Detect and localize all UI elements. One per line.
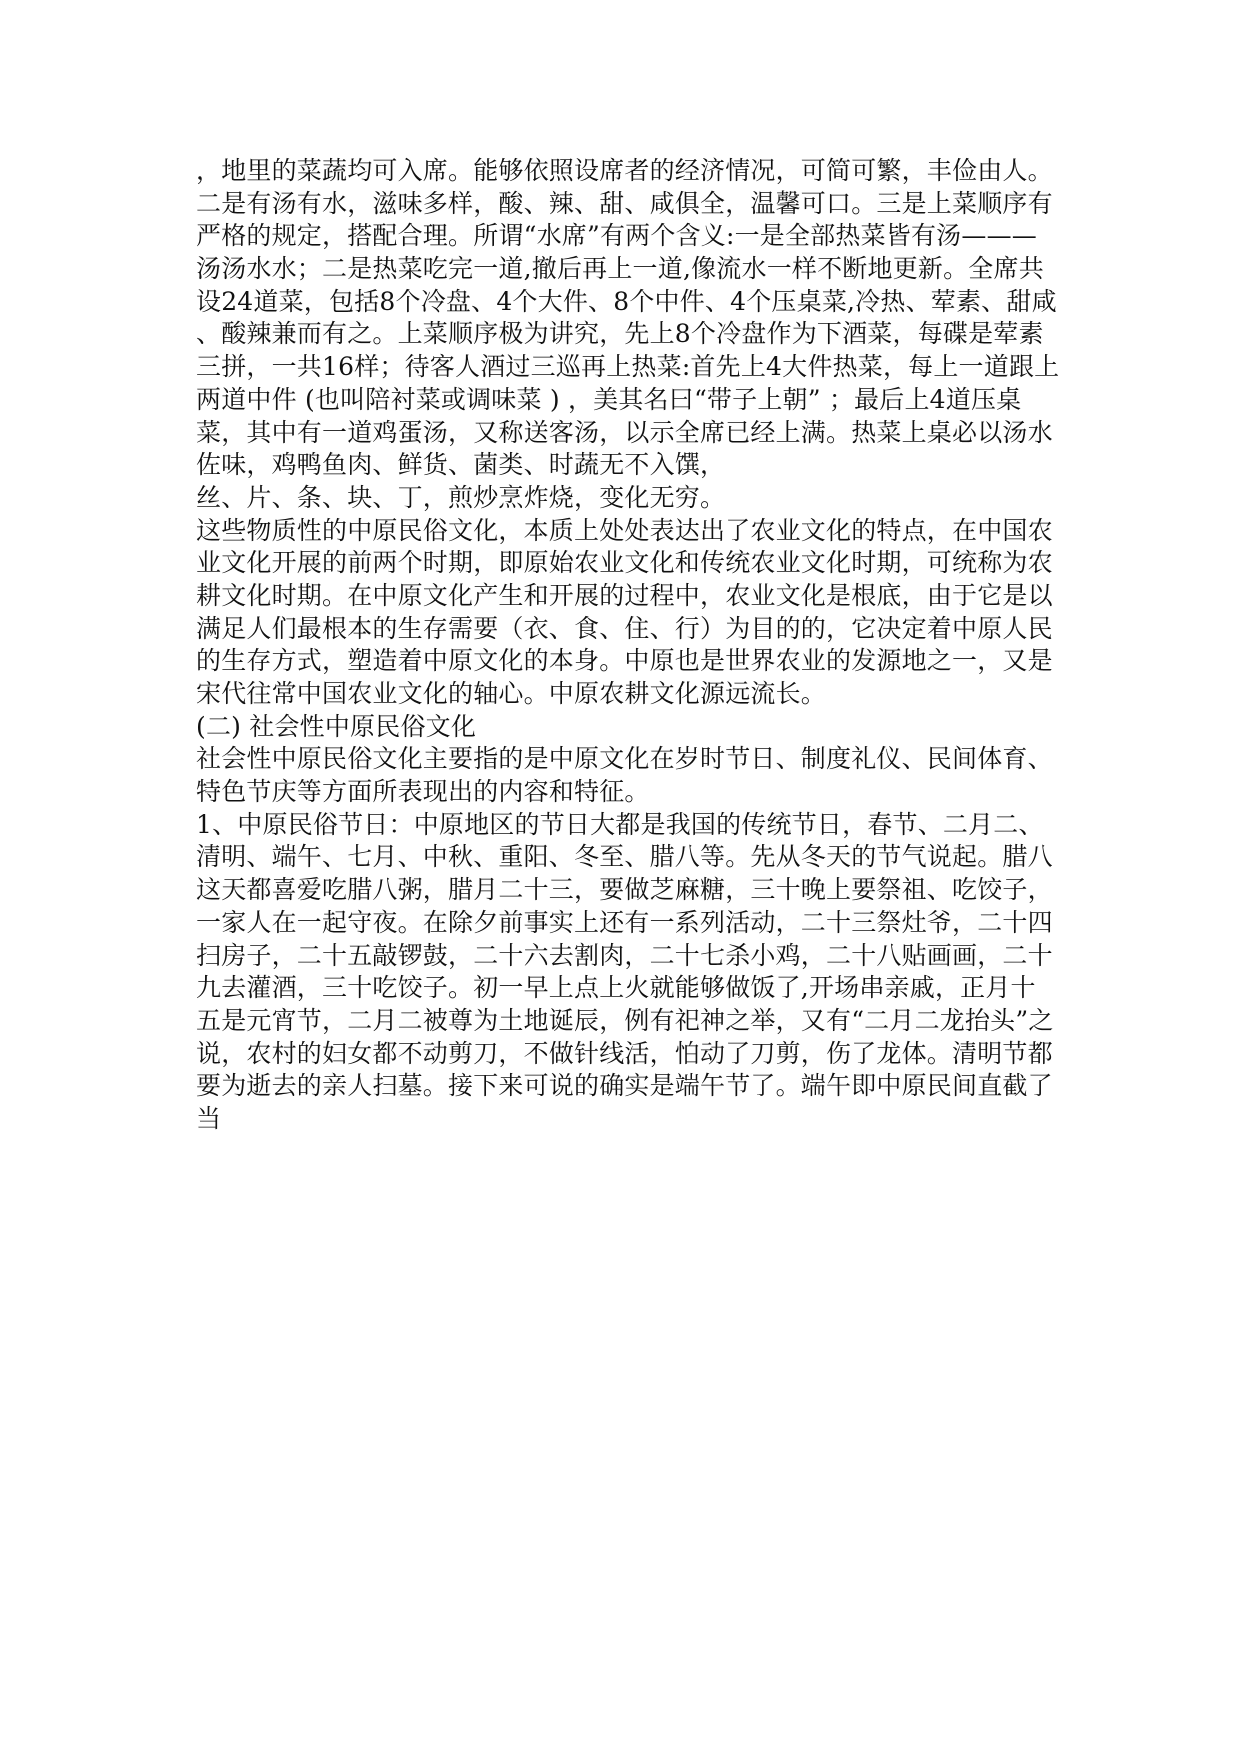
text-line: 这些物质性的中原民俗文化，本质上处处表达出了农业文化的特点，在中国农 — [196, 515, 1053, 545]
document-body — [196, 155, 1060, 1136]
text-line: 设24道菜，包括8个冷盘、4个大件、8个中件、4个压桌菜,冷热、荤素、甜咸 — [196, 286, 1057, 316]
text-line: 业文化开展的前两个时期，即原始农业文化和传统农业文化时期，可统称为农 — [196, 548, 1053, 578]
text-line: 九去灌酒，三十吃饺子。初一早上点上火就能够做饭了,开场串亲戚，正月十 — [196, 973, 1036, 1003]
section-heading: (二) 社会性中原民俗文化 — [196, 711, 477, 741]
text-line: 二是有汤有水，滋味多样，酸、辣、甜、咸俱全，温馨可口。三是上菜顺序有 — [196, 188, 1053, 218]
text-line: 三拼，一共16样；待客人酒过三巡再上热菜:首先上4大件热菜，每上一道跟上 — [196, 352, 1060, 382]
text-line: 两道中件 (也叫陪衬菜或调味菜 ) ，美其名曰“带子上朝” ；最后上4道压桌 — [196, 384, 1022, 414]
text-line: 满足人们最根本的生存需要（衣、食、住、行）为目的的，它决定着中原人民 — [196, 613, 1053, 643]
text-line: 特色节庆等方面所表现出的内容和特征。 — [196, 777, 650, 807]
text-line: ，地里的菜蔬均可入席。能够依照设席者的经济情况，可简可繁，丰俭由人。 — [196, 156, 1053, 185]
text-line: 扫房子，二十五敲锣鼓，二十六去割肉，二十七杀小鸡，二十八贴画画，二十 — [196, 940, 1053, 970]
text-line: 汤汤水水；二是热菜吃完一道,撤后再上一道,像流水一样不断地更新。全席共 — [196, 254, 1044, 284]
text-line: 这天都喜爱吃腊八粥，腊月二十三，要做芝麻糖，三十晚上要祭祖、吃饺子， — [196, 875, 1053, 905]
text-line: 宋代往常中国农业文化的轴心。中原农耕文化源远流长。 — [196, 679, 827, 708]
text-line: 一家人在一起守夜。在除夕前事实上还有一系列活动，二十三祭灶爷，二十四 — [196, 907, 1053, 937]
text-line: 耕文化时期。在中原文化产生和开展的过程中，农业文化是根底，由于它是以 — [196, 580, 1053, 610]
text-line: 严格的规定，搭配合理。所谓“水席”有两个含义:一是全部热菜皆有汤——— — [196, 221, 1037, 251]
text-line: 1、中原民俗节日：中原地区的节日大都是我国的传统节日，春节、二月二、 — [196, 809, 1044, 839]
text-line: 说，农村的妇女都不动剪刀，不做针线活，怕动了刀剪，伤了龙体。清明节都 — [196, 1038, 1053, 1068]
text-line: 社会性中原民俗文化主要指的是中原文化在岁时节日、制度礼仪、民间体育、 — [196, 744, 1053, 774]
text-line: 清明、端午、七月、中秋、重阳、冬至、腊八等。先从冬天的节气说起。腊八 — [196, 842, 1053, 872]
text-line: 五是元宵节，二月二被尊为土地诞辰，例有祀神之举，又有“二月二龙抬头”之 — [196, 1005, 1054, 1035]
text-line: 要为逝去的亲人扫墓。接下来可说的确实是端午节了。端午即中原民间直截了 — [196, 1071, 1053, 1101]
text-line: 、酸辣兼而有之。上菜顺序极为讲究，先上8个冷盘作为下酒菜，每碟是荤素 — [196, 319, 1044, 349]
text-line: 的生存方式，塑造着中原文化的本身。中原也是世界农业的发源地之一，又是 — [196, 646, 1053, 676]
text-line: 佐味，鸡鸭鱼肉、鲜货、菌类、时蔬无不入馔， — [196, 450, 726, 480]
text-line: 菜，其中有一道鸡蛋汤，又称送客汤，以示全席已经上满。热菜上桌必以汤水 — [196, 417, 1053, 447]
text-line: 丝、片、条、块、丁，煎炒烹炸烧，变化无穷。 — [196, 482, 726, 512]
text-line: 当 — [196, 1103, 222, 1133]
